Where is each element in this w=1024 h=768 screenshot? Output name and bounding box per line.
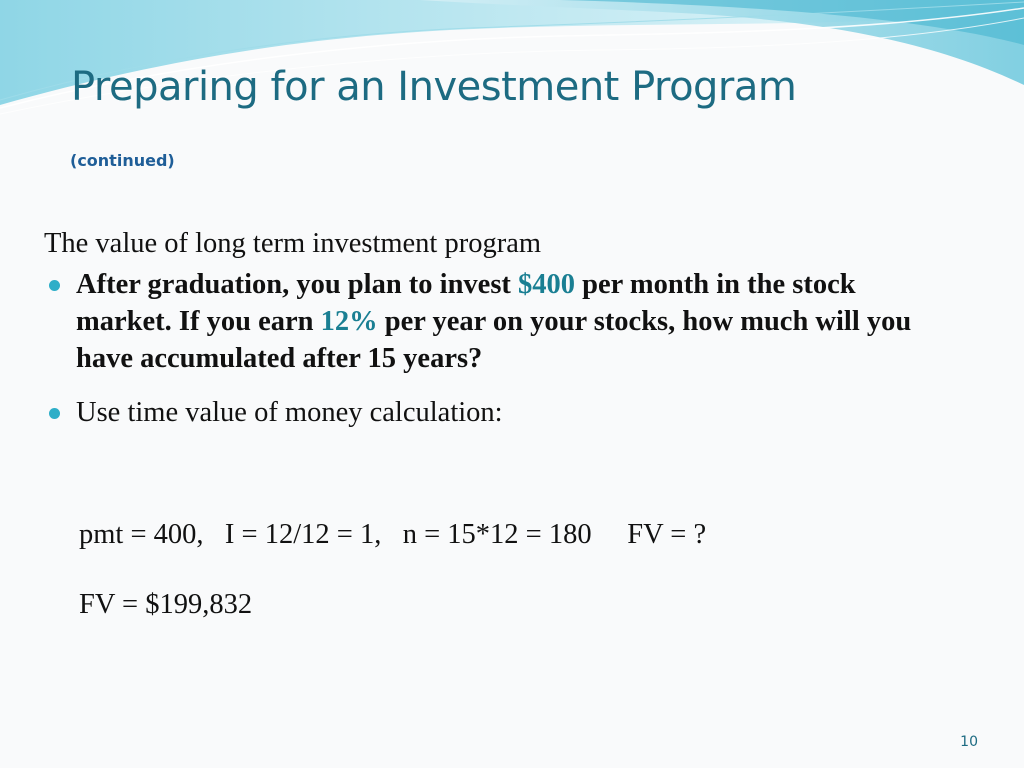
result-line: FV = $199,832 bbox=[79, 589, 253, 620]
method-text: Use time value of money calculation: bbox=[76, 397, 503, 428]
bullet-item-method bbox=[44, 394, 974, 431]
bullet-dot-icon bbox=[49, 408, 60, 419]
question-text-part: After graduation, you plan to invest bbox=[76, 269, 519, 300]
monthly-amount: $400 bbox=[518, 269, 576, 300]
intro-text: The value of long term investment program bbox=[44, 228, 542, 259]
slide-title: Preparing for an Investment Program bbox=[71, 64, 797, 110]
slide-body bbox=[44, 226, 974, 431]
page-number: 10 bbox=[960, 734, 978, 750]
bullet-item-question bbox=[44, 266, 956, 377]
question-text-part: per month in the stock market. If you earn bbox=[76, 269, 856, 337]
question-text-part: per year on your stocks, how much will you have accumulated after 15 years? bbox=[76, 306, 912, 374]
interest-rate: 12% bbox=[320, 306, 378, 337]
formula-line: pmt = 400, I = 12/12 = 1, n = 15*12 = 180 FV = ? bbox=[79, 519, 707, 550]
bullet-dot-icon bbox=[49, 280, 60, 291]
slide-subtitle: (continued) bbox=[70, 151, 175, 170]
